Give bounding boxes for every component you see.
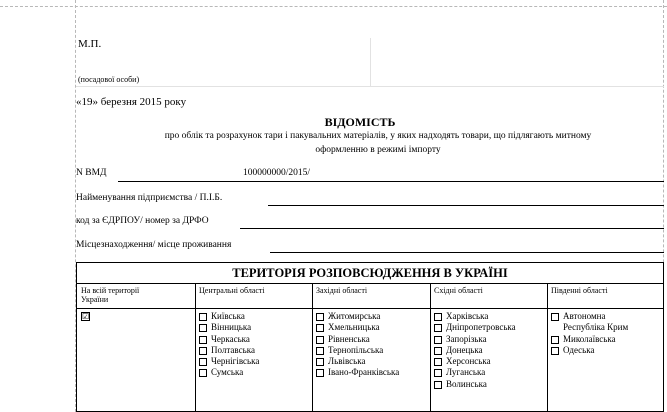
checkbox-icon[interactable] (434, 313, 442, 321)
region-label: Житомирська (328, 311, 381, 321)
territory-title: ТЕРИТОРІЯ РОЗПОВСЮДЖЕННЯ В УКРАЇНІ (77, 263, 663, 284)
region-checkbox-item[interactable] (551, 334, 628, 345)
checkbox-icon[interactable] (199, 369, 207, 377)
column-header: Південні області (551, 286, 608, 295)
vmd-label: N ВМД (76, 168, 107, 178)
page-guide-top (0, 6, 667, 7)
region-label: Вінницька (211, 322, 252, 333)
region-label: Запорізька (446, 333, 487, 344)
region-checkbox-item[interactable] (551, 345, 628, 356)
checkbox-icon[interactable] (316, 324, 324, 332)
checkbox-icon[interactable] (434, 369, 442, 377)
region-label: Львівська (328, 356, 366, 367)
region-label: Рівненська (328, 333, 370, 344)
location-input-line[interactable] (270, 252, 664, 253)
region-label: Луганська (446, 367, 486, 378)
region-label: Харківська (446, 311, 489, 321)
region-label: Івано-Франківська (328, 367, 400, 378)
column-southern (547, 283, 663, 411)
vmd-value[interactable]: 100000000/2015/ (243, 168, 311, 178)
region-label: Волинська (446, 378, 487, 389)
date-line: «19» березня 2015 року (76, 96, 187, 108)
vmd-underline (118, 181, 664, 182)
official-caption: (посадової особи) (78, 75, 140, 84)
region-label: Полтавська (211, 344, 255, 355)
checkbox-icon[interactable] (434, 324, 442, 332)
checkbox-icon[interactable] (434, 347, 442, 355)
region-label: Хмельницька (328, 322, 380, 333)
cell-gridline (76, 86, 664, 87)
region-label: Автономна (563, 311, 606, 321)
location-label: Місцезнаходження/ місце проживання (76, 240, 232, 250)
cell-gridline (370, 38, 371, 86)
region-label: Одеська (563, 344, 595, 355)
region-checkbox-item[interactable] (199, 322, 259, 333)
region-label: Республіка Крим (563, 322, 629, 333)
checkbox-icon[interactable] (434, 358, 442, 366)
region-checkbox-item[interactable] (199, 356, 259, 367)
checkbox-icon[interactable] (316, 369, 324, 377)
region-label: Черкаська (211, 333, 250, 344)
region-label: Чернігівська (211, 356, 260, 367)
column-eastern (430, 283, 548, 411)
region-checkbox-item[interactable] (434, 334, 516, 345)
code-label: код за ЄДРПОУ/ номер за ДРФО (76, 216, 209, 226)
column-all-ukraine (77, 283, 195, 411)
checkbox-icon[interactable] (316, 336, 324, 344)
region-checkbox-item[interactable] (316, 311, 399, 322)
column-header-line: України (81, 295, 109, 304)
region-label: Миколаївська (563, 333, 616, 344)
checkbox-icon[interactable] (199, 347, 207, 355)
region-label-continuation (551, 322, 628, 333)
region-label: Сумська (211, 367, 244, 378)
column-header-line: На всій території (81, 286, 140, 295)
territory-table (76, 262, 664, 412)
region-checkbox-item[interactable] (199, 367, 259, 378)
column-header: Західні області (316, 286, 368, 295)
region-checkbox-item[interactable] (434, 322, 516, 333)
document-subtitle-line1: про облік та розрахунок тари і пакувальних матеріалів, у яких надходять товари, що підлягають митному (164, 131, 592, 141)
column-central (195, 283, 313, 411)
code-input-line[interactable] (240, 228, 664, 229)
checkbox-icon[interactable] (551, 336, 559, 344)
checkbox-icon[interactable] (199, 324, 207, 332)
region-checkbox-item[interactable] (434, 345, 516, 356)
region-label: Донецька (446, 344, 483, 355)
checkbox-icon[interactable] (316, 358, 324, 366)
region-label: Київська (211, 311, 245, 321)
region-checkbox-item[interactable] (316, 334, 399, 345)
column-header (81, 286, 139, 304)
checkbox-icon[interactable] (551, 313, 559, 321)
region-checkbox-item[interactable] (199, 334, 259, 345)
region-checkbox-item[interactable] (434, 379, 516, 390)
region-checkbox-item[interactable] (316, 356, 399, 367)
document-subtitle-line2: оформленню в режимі імпорту (315, 145, 441, 155)
region-checkbox-item[interactable] (551, 311, 628, 322)
column-western (312, 283, 431, 411)
region-checkbox-item[interactable] (316, 367, 399, 378)
region-checkbox-item[interactable] (316, 322, 399, 333)
region-label: Херсонська (446, 356, 491, 367)
region-checkbox-item[interactable] (434, 356, 516, 367)
region-checkbox-item[interactable] (316, 345, 399, 356)
checkbox-icon[interactable] (199, 336, 207, 344)
region-label: Тернопільська (328, 344, 384, 355)
column-header: Центральні області (199, 286, 265, 295)
checkbox-icon[interactable] (199, 358, 207, 366)
region-checkbox-item[interactable] (434, 367, 516, 378)
checkbox-icon[interactable] (434, 336, 442, 344)
document-title: ВІДОМІСТЬ (324, 115, 396, 129)
checkbox-icon[interactable] (316, 347, 324, 355)
column-header: Східні області (434, 286, 483, 295)
region-label: Дніпропетровська (446, 322, 516, 333)
all-ukraine-checkbox[interactable]: ☑ (82, 312, 90, 321)
enterprise-input-line[interactable] (268, 205, 664, 206)
enterprise-label: Найменування підприємства / П.І.Б. (76, 193, 223, 203)
checkbox-icon[interactable] (434, 381, 442, 389)
region-checkbox-item[interactable] (199, 345, 259, 356)
checkbox-icon[interactable] (199, 313, 207, 321)
checkbox-icon[interactable] (316, 313, 324, 321)
region-checkbox-item[interactable] (199, 311, 259, 322)
mp-label: М.П. (78, 38, 102, 50)
region-checkbox-item[interactable] (434, 311, 516, 322)
checkbox-icon[interactable] (551, 347, 559, 355)
